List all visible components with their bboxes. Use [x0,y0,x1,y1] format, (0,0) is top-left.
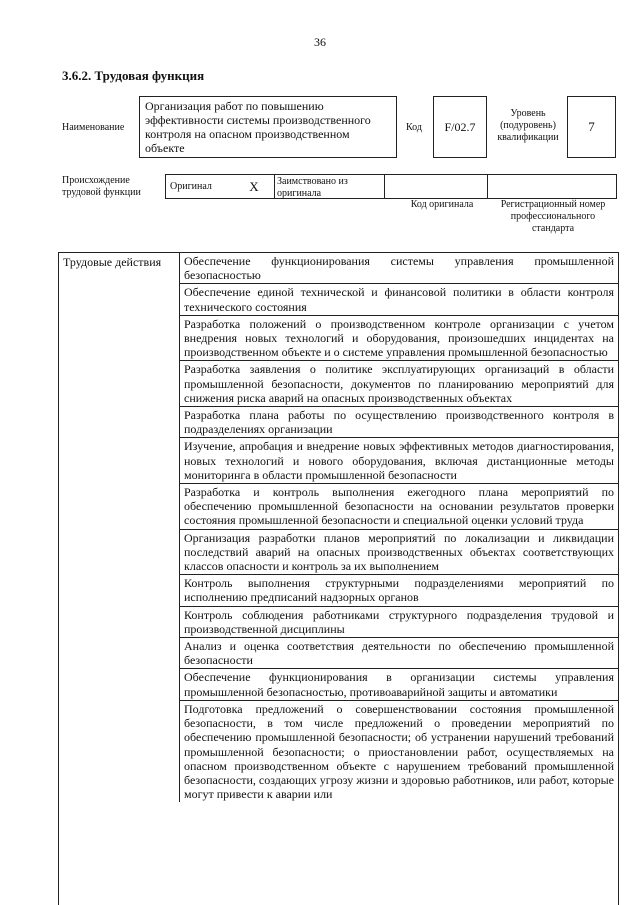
kod-originala-cell [384,175,487,198]
borrowed-label: Заимствовано из оригинала [274,175,384,198]
actions-label: Трудовые действия [63,255,162,269]
reg-number-cell [487,175,618,198]
action-item: Подготовка предложений о совершенствовании состояния промышленной безопасности, в том числе предложений о проведении мероприятий по обеспечению промышленной безопасности; об устранении нарушений требований промышленной безопасности; о приостановлении работ, осуществляемых на опасном производственном объекте с нарушением требований промышленной безопасности, создающих угрозу жизни и здоровью работников, или работ, которые могут привести к аварии или [184,701,614,802]
actions-column [179,253,618,802]
original-label: Оригинал [170,181,212,192]
page-number: 36 [314,35,326,49]
qualification-level-label: Уровень (подуровень) квалификации [497,108,559,143]
function-name-box: Организация работ по повышению эффективности системы производственного контроля на опасном производственном объекте [139,96,397,158]
qualification-level-box: 7 [567,96,616,158]
action-item: Обеспечение единой технической и финансовой политики в области контроля технического состояния [180,284,618,315]
original-mark: X [249,179,259,194]
origin-row [165,174,617,199]
action-item: Контроль соблюдения работниками структурного подразделения трудовой и производственной дисциплины [180,607,618,638]
actions-table [58,252,619,905]
naimenovanie-label: Наименование [62,122,125,133]
action-item: Разработка заявления о политике эксплуатирующих организаций в области промышленной безопасности, документов по планированию мероприятий для снижения риска аварий на опасных производственных объектах [180,361,618,407]
action-item: Разработка и контроль выполнения ежегодного плана мероприятий по обеспечению промышленной безопасности на основании результатов проверки состояния промышленной безопасности и специальной оценки условий труда [180,484,618,530]
section-title: 3.6.2. Трудовая функция [62,68,205,83]
origin-label: Происхождение трудовой функции [62,175,141,198]
kod-originala-label: Код оригинала [410,199,474,210]
kod-value-box: F/02.7 [433,96,487,158]
action-item: Изучение, апробация и внедрение новых эффективных методов диагностирования, новых технологий и нового оборудования, включая дистанционные методы мониторинга в области промышленной безопасности [180,438,618,484]
kod-label: Код [406,122,422,133]
action-item: Разработка плана работы по осуществлению производственного контроля в подразделениях организации [180,407,618,438]
action-item: Организация разработки планов мероприятий по локализации и ликвидации последствий аварий на опасных производственных объектах соответствующих классов опасности и контроль за их выполнением [180,530,618,576]
action-item: Обеспечение функционирования в организации системы управления промышленной безопасностью, противоаварийной защиты и автоматики [180,669,618,700]
action-item: Обеспечение функционирования системы управления промышленной безопасностью [180,253,618,284]
reg-number-label: Регистрационный номер профессионального стандарта [500,199,606,234]
action-item: Контроль выполнения структурными подразделениями мероприятий по исполнению предписаний надзорных органов [180,575,618,606]
action-item: Разработка положений о производственном контроле организации с учетом внедрения новых технологий и оборудования, произошедших инцидентах на производственном объекте и о системе управления промышленной безопасностью [180,316,618,362]
action-item: Анализ и оценка соответствия деятельности по обеспечению промышленной безопасности [180,638,618,669]
